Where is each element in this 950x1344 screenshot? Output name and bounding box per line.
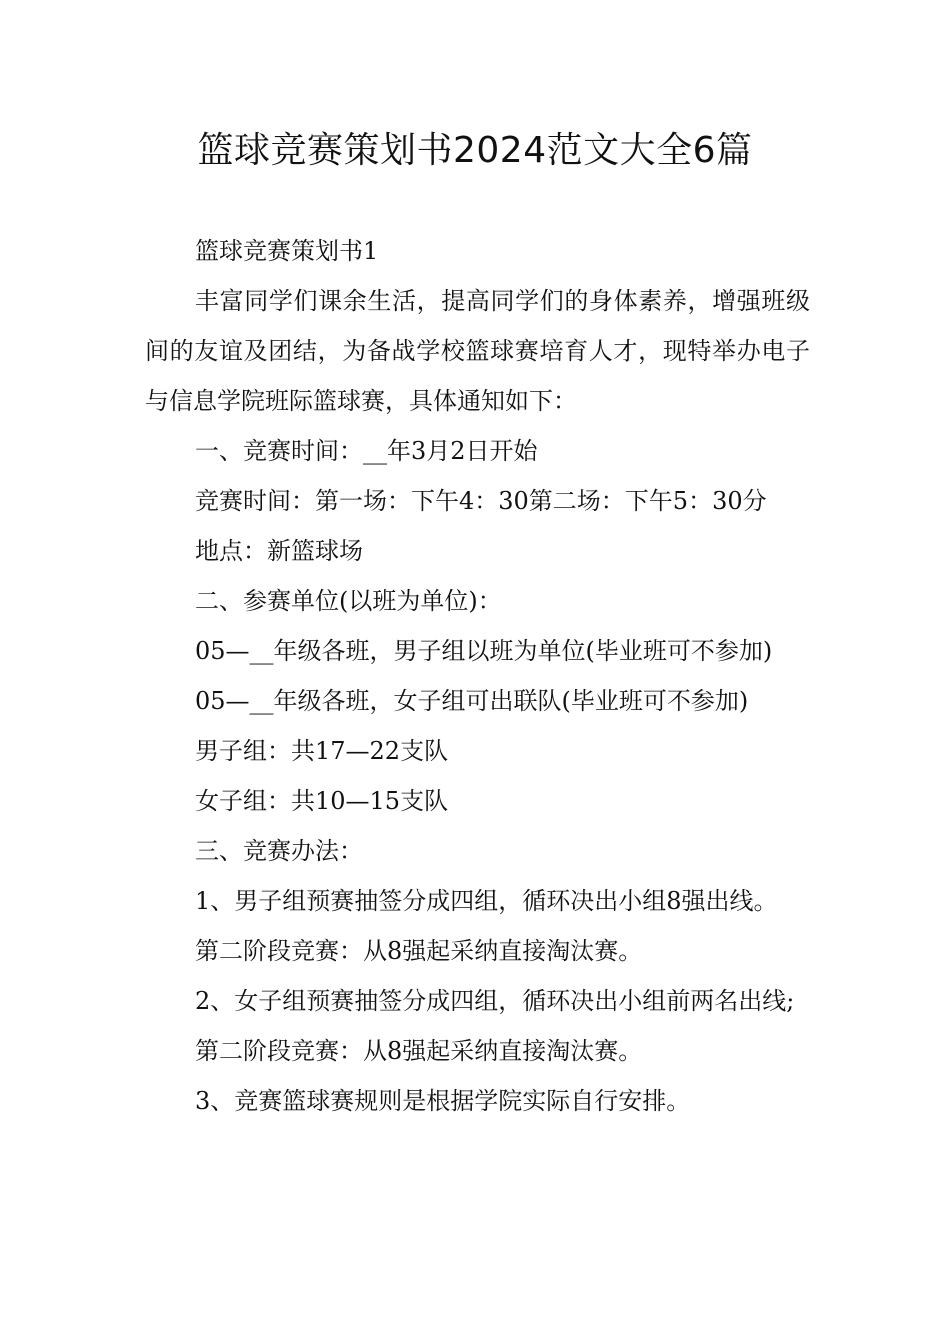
section-heading: 篮球竞赛策划书1 <box>195 237 379 265</box>
men-preliminary: 1、男子组预赛抽签分成四组，循环决出小组8强出线。 <box>195 887 778 915</box>
rules-note: 3、竞赛篮球赛规则是根据学院实际自行安排。 <box>195 1087 691 1115</box>
document-title: 篮球竞赛策划书2024范文大全6篇 <box>197 130 753 171</box>
participants-women: 05—__年级各班，女子组可出联队(毕业班可不参加) <box>195 687 749 715</box>
men-team-count: 男子组：共17—22支队 <box>195 737 449 765</box>
women-preliminary: 2、女子组预赛抽签分成四组，循环决出小组前两名出线; <box>195 987 795 1015</box>
competition-date: 一、竞赛时间：__年3月2日开始 <box>195 437 538 465</box>
venue: 地点：新篮球场 <box>195 537 363 565</box>
competition-times: 竞赛时间：第一场：下午4：30第二场：下午5：30分 <box>195 487 767 515</box>
women-team-count: 女子组：共10—15支队 <box>195 787 449 815</box>
women-second-stage: 第二阶段竞赛：从8强起采纳直接淘汰赛。 <box>195 1037 643 1065</box>
intro-paragraph: 丰富同学们课余生活，提高同学们的身体素养，增强班级间的友谊及团结，为备战学校篮球赛培育人才，现特举办电子与信息学院班际篮球赛，具体通知如下： <box>145 287 810 415</box>
method-heading: 三、竞赛办法： <box>195 837 363 865</box>
participants-heading: 二、参赛单位(以班为单位)： <box>195 587 502 615</box>
participants-men: 05—__年级各班，男子组以班为单位(毕业班可不参加) <box>195 637 773 665</box>
document-body <box>145 226 810 1126</box>
men-second-stage: 第二阶段竞赛：从8强起采纳直接淘汰赛。 <box>195 937 643 965</box>
